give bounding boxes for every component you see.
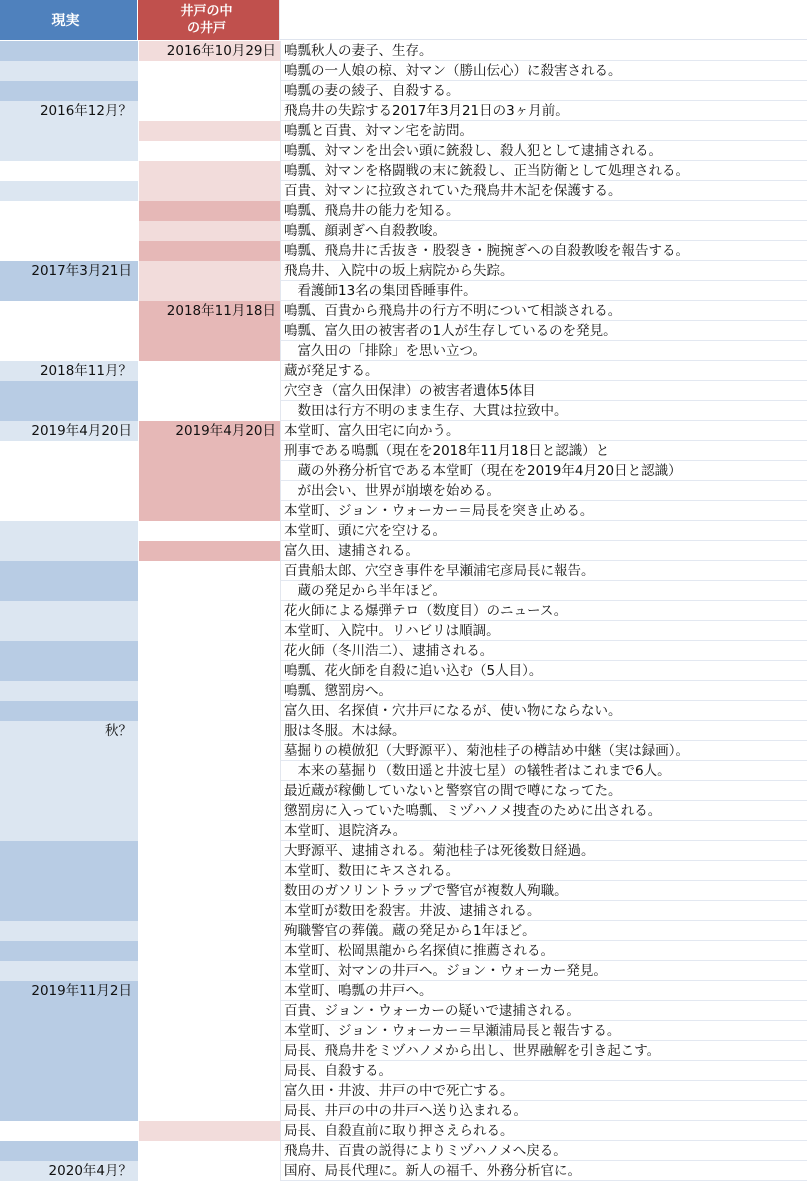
cell-event[interactable]: 鳴瓢、飛鳥井に舌抜き・股裂き・腕捥ぎへの自殺教唆を報告する。 (281, 241, 807, 261)
cell-reality-date[interactable] (0, 601, 139, 621)
cell-event[interactable]: 局長、自殺する。 (281, 1061, 807, 1081)
cell-well-date[interactable] (139, 261, 281, 281)
table-row (0, 841, 807, 861)
cell-well-date[interactable] (139, 401, 281, 421)
cell-reality-date[interactable] (0, 301, 139, 321)
cell-well-date[interactable] (139, 81, 281, 101)
cell-event[interactable]: 局長、飛鳥井をミヅハノメから出し、世界融解を引き起こす。 (281, 1041, 807, 1061)
cell-reality-date[interactable] (0, 1041, 139, 1061)
table-row (0, 1141, 807, 1161)
cell-reality-date[interactable] (0, 941, 139, 961)
cell-reality-date[interactable] (0, 1001, 139, 1021)
header-events[interactable] (280, 0, 807, 40)
cell-event[interactable]: 鳴瓢、顔剥ぎへ自殺教唆。 (281, 221, 807, 241)
cell-well-date[interactable] (139, 781, 281, 801)
cell-well-date[interactable] (139, 121, 281, 141)
table-row (0, 321, 807, 341)
table-row (0, 521, 807, 541)
table-row (0, 881, 807, 901)
table-row (0, 721, 807, 741)
table-row (0, 761, 807, 781)
cell-reality-date[interactable] (0, 841, 139, 861)
table-row (0, 961, 807, 981)
cell-well-date[interactable] (139, 721, 281, 741)
table-row (0, 341, 807, 361)
cell-event[interactable]: 本堂町、鳴瓢の井戸へ。 (281, 981, 807, 1001)
table-row (0, 61, 807, 81)
cell-reality-date[interactable] (0, 861, 139, 881)
cell-event[interactable]: 本堂町、数田にキスされる。 (281, 861, 807, 881)
cell-reality-date[interactable] (0, 81, 139, 101)
cell-reality-date[interactable] (0, 801, 139, 821)
cell-reality-date[interactable]: 2016年12月？ (0, 101, 139, 121)
cell-well-date[interactable] (139, 101, 281, 121)
cell-reality-date[interactable] (0, 41, 139, 61)
cell-event[interactable]: 看護師13名の集団昏睡事件。 (281, 281, 807, 301)
cell-event[interactable]: 蔵が発足する。 (281, 361, 807, 381)
cell-event[interactable]: 本堂町、ジョン・ウォーカー＝局長を突き止める。 (281, 501, 807, 521)
cell-reality-date[interactable] (0, 961, 139, 981)
table-row (0, 681, 807, 701)
cell-reality-date[interactable] (0, 921, 139, 941)
table-row (0, 1021, 807, 1041)
cell-reality-date[interactable] (0, 501, 139, 521)
cell-reality-date[interactable] (0, 1101, 139, 1121)
cell-event[interactable]: 鳴瓢、飛鳥井の能力を知る。 (281, 201, 807, 221)
cell-event[interactable]: 数田のガソリントラップで警官が複数人殉職。 (281, 881, 807, 901)
cell-reality-date[interactable] (0, 241, 139, 261)
table-row (0, 641, 807, 661)
cell-well-date[interactable] (139, 901, 281, 921)
table-row (0, 1061, 807, 1081)
cell-reality-date[interactable] (0, 121, 139, 141)
table-row (0, 941, 807, 961)
cell-well-date[interactable] (139, 581, 281, 601)
table-row (0, 621, 807, 641)
cell-reality-date[interactable] (0, 781, 139, 801)
table-row (0, 1001, 807, 1021)
cell-well-date[interactable] (139, 201, 281, 221)
cell-event[interactable]: 花火師による爆弾テロ（数度目）のニュース。 (281, 601, 807, 621)
table-row (0, 1081, 807, 1101)
cell-event[interactable]: 本堂町、ジョン・ウォーカー＝早瀬浦局長と報告する。 (281, 1021, 807, 1041)
cell-well-date[interactable] (139, 1041, 281, 1061)
cell-event[interactable]: 蔵の発足から半年ほど。 (281, 581, 807, 601)
table-row (0, 241, 807, 261)
table-row (0, 981, 807, 1001)
cell-well-date[interactable] (139, 341, 281, 361)
cell-event[interactable]: 服は冬服。木は緑。 (281, 721, 807, 741)
cell-event[interactable]: 国府、局長代理に。新人の福千、外務分析官に。 (281, 1161, 807, 1181)
cell-event[interactable]: 飛鳥井、入院中の坂上病院から失踪。 (281, 261, 807, 281)
table-row (0, 261, 807, 281)
cell-reality-date[interactable] (0, 221, 139, 241)
cell-event[interactable]: 富久田の「排除」を思い立つ。 (281, 341, 807, 361)
cell-reality-date[interactable] (0, 761, 139, 781)
cell-well-date[interactable] (139, 1101, 281, 1121)
table-row (0, 221, 807, 241)
cell-event[interactable]: 数田は行方不明のまま生存、大貫は拉致中。 (281, 401, 807, 421)
cell-well-date[interactable] (139, 501, 281, 521)
cell-well-date[interactable]: 2019年4月20日 (139, 421, 281, 441)
cell-well-date[interactable] (139, 361, 281, 381)
table-row (0, 921, 807, 941)
cell-reality-date[interactable]: 2017年3月21日 (0, 261, 139, 281)
cell-well-date[interactable] (139, 641, 281, 661)
table-row (0, 401, 807, 421)
table-row (0, 1121, 807, 1141)
cell-event[interactable]: 鳴瓢と百貴、対マン宅を訪問。 (281, 121, 807, 141)
cell-event[interactable]: 富久田、名探偵・穴井戸になるが、使い物にならない。 (281, 701, 807, 721)
table-row (0, 281, 807, 301)
cell-event[interactable]: 大野源平、逮捕される。菊池桂子は死後数日経過。 (281, 841, 807, 861)
cell-event[interactable]: 鳴瓢、懲罰房へ。 (281, 681, 807, 701)
cell-reality-date[interactable] (0, 901, 139, 921)
table-row (0, 781, 807, 801)
cell-event[interactable]: 鳴瓢の妻の綾子、自殺する。 (281, 81, 807, 101)
cell-event[interactable]: 百貴、対マンに拉致されていた飛鳥井木記を保護する。 (281, 181, 807, 201)
cell-well-date[interactable] (139, 621, 281, 641)
cell-well-date[interactable] (139, 461, 281, 481)
cell-reality-date[interactable] (0, 161, 139, 181)
table-row (0, 41, 807, 61)
table-row (0, 901, 807, 921)
cell-reality-date[interactable] (0, 201, 139, 221)
table-row (0, 1041, 807, 1061)
cell-well-date[interactable] (139, 1161, 281, 1181)
cell-well-date[interactable] (139, 541, 281, 561)
cell-well-date[interactable] (139, 1121, 281, 1141)
cell-reality-date[interactable] (0, 521, 139, 541)
table-row (0, 201, 807, 221)
cell-reality-date[interactable] (0, 1021, 139, 1041)
cell-reality-date[interactable] (0, 321, 139, 341)
cell-reality-date[interactable] (0, 441, 139, 461)
table-row (0, 821, 807, 841)
cell-reality-date[interactable] (0, 881, 139, 901)
cell-well-date[interactable] (139, 761, 281, 781)
table-row (0, 741, 807, 761)
cell-event[interactable]: 鳴瓢、花火師を自殺に追い込む（5人目）。 (281, 661, 807, 681)
cell-well-date[interactable] (139, 921, 281, 941)
cell-well-date[interactable] (139, 1001, 281, 1021)
cell-well-date[interactable] (139, 381, 281, 401)
cell-reality-date[interactable] (0, 701, 139, 721)
cell-event[interactable]: 局長、井戸の中の井戸へ送り込まれる。 (281, 1101, 807, 1121)
cell-event[interactable]: が出会い、世界が崩壊を始める。 (281, 481, 807, 501)
cell-event[interactable]: 鳴瓢、対マンを出会い頭に銃殺し、殺人犯として逮捕される。 (281, 141, 807, 161)
cell-well-date[interactable] (139, 841, 281, 861)
cell-reality-date[interactable] (0, 181, 139, 201)
cell-well-date[interactable] (139, 881, 281, 901)
cell-reality-date[interactable] (0, 401, 139, 421)
cell-well-date[interactable] (139, 481, 281, 501)
table-row (0, 861, 807, 881)
cell-event[interactable]: 百貴船太郎、穴空き事件を早瀬浦宅彦局長に報告。 (281, 561, 807, 581)
cell-well-date[interactable] (139, 61, 281, 81)
cell-reality-date[interactable] (0, 1141, 139, 1161)
cell-event[interactable]: 墓掘りの模倣犯（大野源平）、菊池桂子の樽詰め中継（実は録画）。 (281, 741, 807, 761)
cell-reality-date[interactable]: 秋？ (0, 721, 139, 741)
table-row (0, 501, 807, 521)
cell-well-date[interactable] (139, 321, 281, 341)
table-row (0, 481, 807, 501)
cell-event[interactable]: 本堂町、入院中。リハビリは順調。 (281, 621, 807, 641)
cell-well-date[interactable] (139, 161, 281, 181)
cell-well-date[interactable] (139, 821, 281, 841)
cell-reality-date[interactable] (0, 821, 139, 841)
cell-well-date[interactable] (139, 681, 281, 701)
cell-event[interactable]: 飛鳥井、百貴の説得によりミヅハノメへ戻る。 (281, 1141, 807, 1161)
cell-well-date[interactable] (139, 801, 281, 821)
table-row (0, 1101, 807, 1121)
cell-well-date[interactable] (139, 1141, 281, 1161)
cell-event[interactable]: 鳴瓢、富久田の被害者の1人が生存しているのを発見。 (281, 321, 807, 341)
cell-event[interactable]: 富久田、逮捕される。 (281, 541, 807, 561)
cell-well-date[interactable] (139, 861, 281, 881)
cell-reality-date[interactable] (0, 621, 139, 641)
cell-reality-date[interactable] (0, 1081, 139, 1101)
cell-well-date[interactable] (139, 1081, 281, 1101)
cell-well-date[interactable] (139, 961, 281, 981)
table-row (0, 561, 807, 581)
cell-event[interactable]: 穴空き（富久田保津）の被害者遺体5体目 (281, 381, 807, 401)
cell-event[interactable]: 富久田・井波、井戸の中で死亡する。 (281, 1081, 807, 1101)
cell-event[interactable]: 刑事である鳴瓢（現在を2018年11月18日と認識）と (281, 441, 807, 461)
table-row (0, 441, 807, 461)
cell-event[interactable]: 本堂町、松岡黒龍から名探偵に推薦される。 (281, 941, 807, 961)
table-row (0, 801, 807, 821)
cell-reality-date[interactable]: 2019年11月2日 (0, 981, 139, 1001)
cell-event[interactable]: 局長、自殺直前に取り押さえられる。 (281, 1121, 807, 1141)
cell-reality-date[interactable] (0, 661, 139, 681)
cell-well-date[interactable] (139, 181, 281, 201)
cell-reality-date[interactable] (0, 541, 139, 561)
cell-well-date[interactable] (139, 741, 281, 761)
table-row (0, 161, 807, 181)
header-well-within-well[interactable] (138, 0, 280, 40)
cell-reality-date[interactable]: 2019年4月20日 (0, 421, 139, 441)
cell-well-date[interactable] (139, 701, 281, 721)
cell-event[interactable]: 殉職警官の葬儀。蔵の発足から1年ほど。 (281, 921, 807, 941)
table-row (0, 661, 807, 681)
table-row (0, 421, 807, 441)
table-row (0, 461, 807, 481)
table-row (0, 601, 807, 621)
cell-well-date[interactable] (139, 141, 281, 161)
table-row (0, 361, 807, 381)
cell-well-date[interactable] (139, 1061, 281, 1081)
cell-well-date[interactable] (139, 561, 281, 581)
cell-well-date[interactable]: 2018年11月18日 (139, 301, 281, 321)
table-row (0, 701, 807, 721)
table-row (0, 541, 807, 561)
cell-event[interactable]: 鳴瓢秋人の妻子、生存。 (281, 41, 807, 61)
cell-reality-date[interactable] (0, 481, 139, 501)
cell-reality-date[interactable] (0, 581, 139, 601)
cell-reality-date[interactable] (0, 461, 139, 481)
cell-event[interactable]: 最近蔵が稼働していないと警察官の間で噂になってた。 (281, 781, 807, 801)
cell-event[interactable]: 本堂町が数田を殺害。井波、逮捕される。 (281, 901, 807, 921)
cell-event[interactable]: 鳴瓢の一人娘の椋、対マン（勝山伝心）に殺害される。 (281, 61, 807, 81)
header-row (0, 0, 807, 41)
cell-well-date[interactable] (139, 441, 281, 461)
cell-event[interactable]: 本堂町、対マンの井戸へ。ジョン・ウォーカー発見。 (281, 961, 807, 981)
cell-event[interactable]: 本来の墓掘り（数田遥と井波七星）の犠牲者はこれまで6人。 (281, 761, 807, 781)
cell-reality-date[interactable] (0, 141, 139, 161)
cell-reality-date[interactable] (0, 741, 139, 761)
cell-well-date[interactable] (139, 1021, 281, 1041)
table-row (0, 101, 807, 121)
cell-event[interactable]: 花火師（冬川浩二）、逮捕される。 (281, 641, 807, 661)
table-row (0, 581, 807, 601)
cell-reality-date[interactable] (0, 561, 139, 581)
cell-well-date[interactable]: 2016年10月29日 (139, 41, 281, 61)
cell-event[interactable]: 本堂町、頭に穴を空ける。 (281, 521, 807, 541)
cell-well-date[interactable] (139, 601, 281, 621)
table-row (0, 1161, 807, 1181)
cell-well-date[interactable] (139, 941, 281, 961)
cell-reality-date[interactable] (0, 281, 139, 301)
cell-well-date[interactable] (139, 241, 281, 261)
cell-event[interactable]: 百貴、ジョン・ウォーカーの疑いで逮捕される。 (281, 1001, 807, 1021)
cell-reality-date[interactable] (0, 641, 139, 661)
cell-reality-date[interactable] (0, 681, 139, 701)
header-well-line2: の井戸 (186, 21, 226, 36)
cell-event[interactable]: 本堂町、富久田宅に向かう。 (281, 421, 807, 441)
header-well-line1: 井戸の中 (180, 4, 233, 19)
cell-reality-date[interactable]: 2020年4月？ (0, 1161, 139, 1181)
cell-event[interactable]: 懲罰房に入っていた鳴瓢、ミヅハノメ捜査のために出される。 (281, 801, 807, 821)
cell-reality-date[interactable] (0, 61, 139, 81)
table-row (0, 141, 807, 161)
table-body (0, 41, 807, 1181)
cell-well-date[interactable] (139, 981, 281, 1001)
header-reality[interactable]: 現実 (0, 0, 138, 40)
cell-reality-date[interactable] (0, 381, 139, 401)
cell-reality-date[interactable] (0, 341, 139, 361)
cell-event[interactable]: 鳴瓢、対マンを格闘戦の末に銃殺し、正当防衛として処理される。 (281, 161, 807, 181)
cell-event[interactable]: 飛鳥井の失踪する2017年3月21日の3ヶ月前。 (281, 101, 807, 121)
cell-reality-date[interactable] (0, 1121, 139, 1141)
cell-reality-date[interactable] (0, 1061, 139, 1081)
table-row (0, 181, 807, 201)
cell-well-date[interactable] (139, 661, 281, 681)
table-row (0, 381, 807, 401)
cell-reality-date[interactable]: 2018年11月？ (0, 361, 139, 381)
cell-well-date[interactable] (139, 221, 281, 241)
cell-well-date[interactable] (139, 281, 281, 301)
cell-event[interactable]: 鳴瓢、百貴から飛鳥井の行方不明について相談される。 (281, 301, 807, 321)
cell-event[interactable]: 本堂町、退院済み。 (281, 821, 807, 841)
table-row (0, 301, 807, 321)
table-row (0, 121, 807, 141)
cell-well-date[interactable] (139, 521, 281, 541)
cell-event[interactable]: 蔵の外務分析官である本堂町（現在を2019年4月20日と認識） (281, 461, 807, 481)
table-row (0, 81, 807, 101)
